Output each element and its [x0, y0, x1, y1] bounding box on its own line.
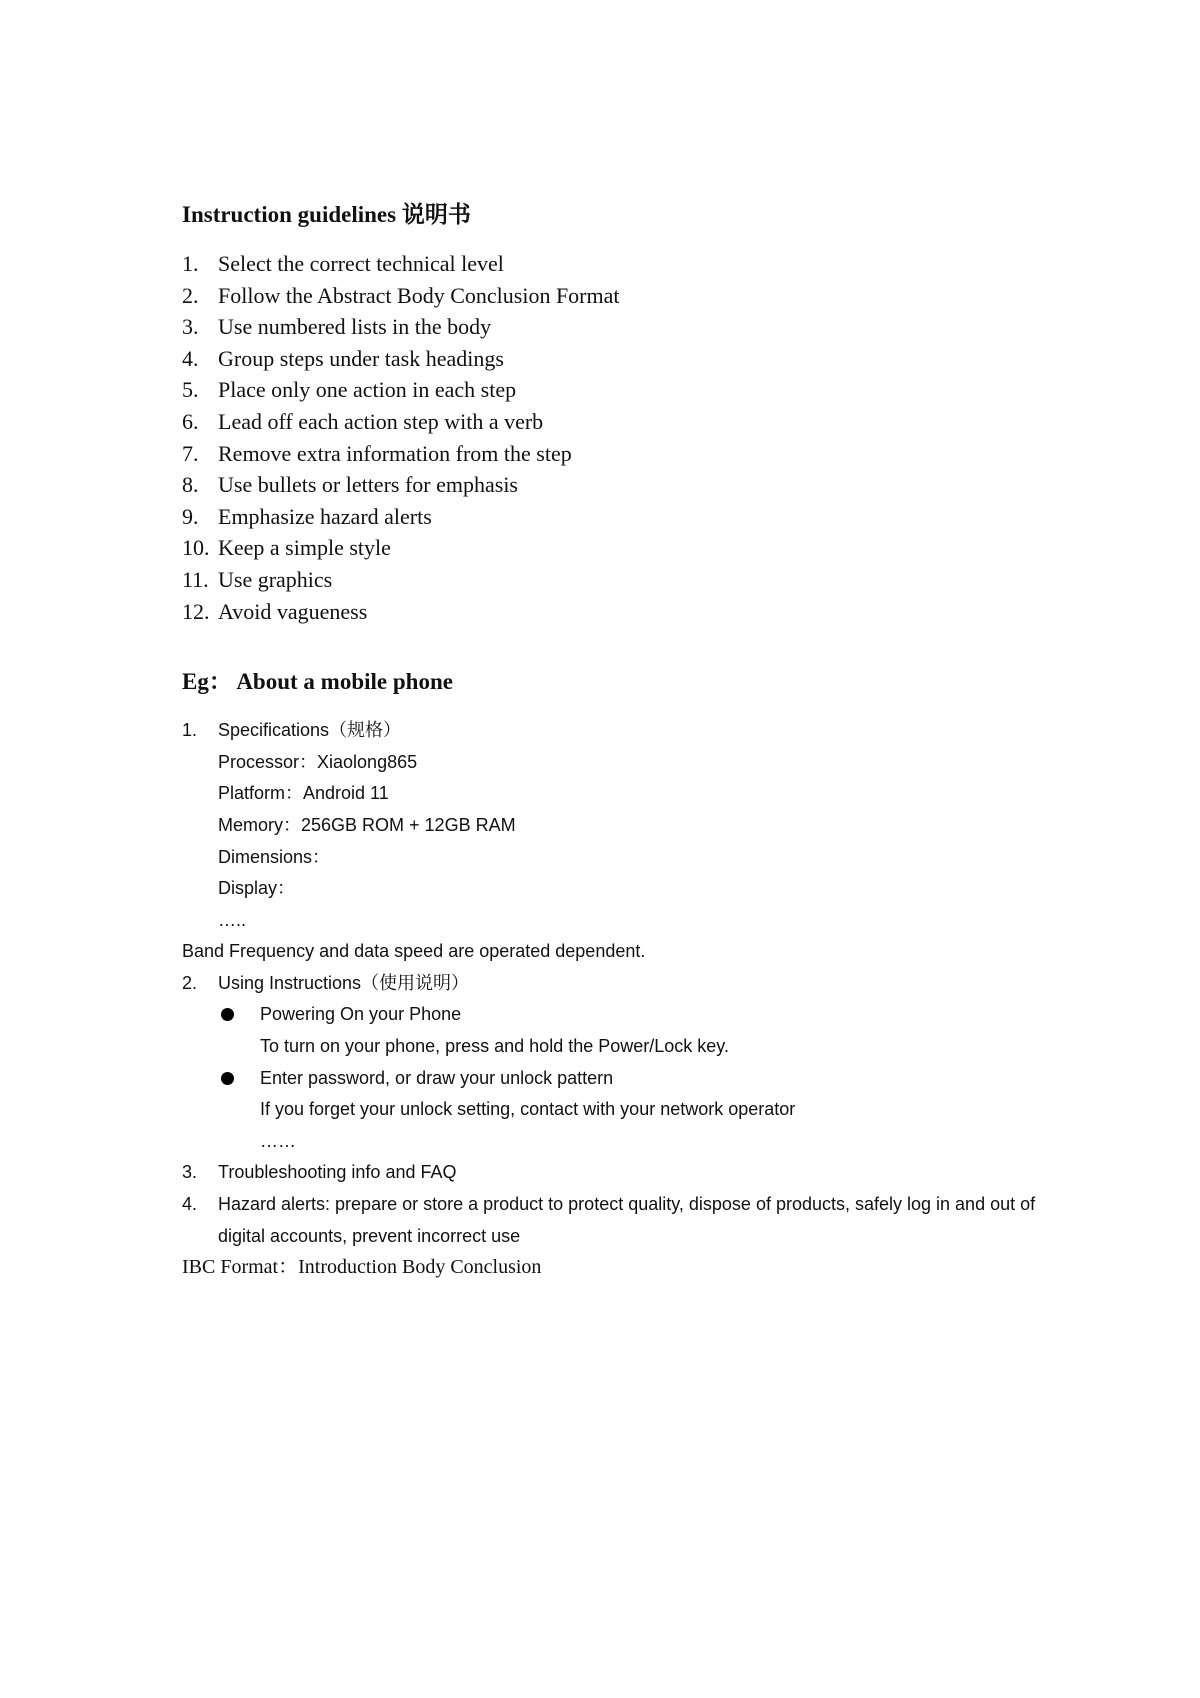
list-text: Remove extra information from the step: [218, 440, 572, 466]
using-ellipsis: ……: [260, 1130, 296, 1151]
spec-display: Display：: [218, 878, 296, 899]
list-text: Use graphics: [218, 566, 333, 592]
list-number: 3.: [182, 314, 199, 340]
list-number: 1.: [182, 720, 198, 741]
list-item: [182, 374, 1082, 406]
list-text: Use bullets or letters for emphasis: [218, 472, 518, 498]
list-text: Select the correct technical level: [218, 251, 504, 276]
specs-heading-row: [182, 715, 1082, 747]
list-item: [182, 564, 1082, 596]
list-text: Keep a simple style: [218, 535, 391, 561]
list-item: [182, 438, 1082, 470]
using-heading: Using Instructions（使用说明）: [218, 972, 470, 993]
document-content: [182, 200, 1082, 1284]
hazard-text: Hazard alerts: prepare or store a product to protect quality, dispose of products, safely log in and out of digital accounts, prevent incorrect use: [218, 1194, 1036, 1246]
list-number: 11.: [182, 566, 209, 592]
list-number: 5.: [182, 377, 199, 403]
hazard-row: [182, 1189, 1082, 1252]
list-text: Avoid vagueness: [218, 598, 368, 624]
list-item: [182, 280, 1082, 312]
spec-ellipsis: …..: [218, 909, 247, 930]
list-number: 7.: [182, 440, 199, 466]
page-title: Instruction guidelines 说明书: [182, 202, 471, 227]
spec-memory: Memory：256GB ROM + 12GB RAM: [218, 814, 516, 835]
list-item: [182, 532, 1082, 564]
list-item: [182, 248, 1082, 280]
troubleshooting-text: Troubleshooting info and FAQ: [218, 1162, 457, 1183]
bullet-item: [182, 999, 1082, 1031]
list-number: 2.: [182, 282, 199, 308]
list-text: Use numbered lists in the body: [218, 314, 492, 340]
bullet-title: Enter password, or draw your unlock pattern: [260, 1067, 614, 1088]
spec-platform: Platform：Android 11: [218, 783, 389, 804]
example-section: [182, 715, 1082, 1252]
list-number: 12.: [182, 598, 210, 624]
bullet-detail: If you forget your unlock setting, contact with your network operator: [260, 1099, 796, 1120]
troubleshooting-row: [182, 1157, 1082, 1189]
list-text: Place only one action in each step: [218, 377, 517, 403]
specs-heading: Specifications（规格）: [218, 720, 402, 741]
bullet-icon: [218, 999, 260, 1031]
spec-processor: Processor：Xiaolong865: [218, 751, 418, 772]
list-item: [182, 343, 1082, 375]
list-item: [182, 596, 1082, 628]
list-number: 3.: [182, 1162, 198, 1183]
list-number: 4.: [182, 345, 199, 371]
using-heading-row: [182, 968, 1082, 1000]
bullet-title: Powering On your Phone: [260, 1004, 462, 1025]
list-number: 8.: [182, 472, 199, 498]
guidelines-list: [182, 248, 1082, 627]
example-heading: Eg： About a mobile phone: [182, 669, 453, 695]
specs-note: Band Frequency and data speed are operated dependent.: [182, 941, 646, 962]
list-number: 2.: [182, 972, 198, 993]
bullet-icon: [218, 1063, 260, 1095]
list-number: 10.: [182, 535, 210, 561]
list-text: Emphasize hazard alerts: [218, 503, 432, 529]
list-item: [182, 406, 1082, 438]
list-number: 6.: [182, 408, 199, 434]
list-number: 4.: [182, 1194, 198, 1215]
list-text: Group steps under task headings: [218, 345, 504, 371]
list-item: [182, 469, 1082, 501]
bullet-detail: To turn on your phone, press and hold the Power/Lock key.: [260, 1036, 729, 1057]
spec-dimensions: Dimensions：: [218, 846, 331, 867]
ibc-format-line: IBC Format：Introduction Body Conclusion: [182, 1256, 542, 1279]
list-item: [182, 311, 1082, 343]
list-text: Follow the Abstract Body Conclusion Format: [218, 282, 620, 308]
list-item: [182, 501, 1082, 533]
list-text: Lead off each action step with a verb: [218, 408, 544, 434]
list-number: 9.: [182, 503, 199, 529]
list-number: 1.: [182, 251, 199, 276]
bullet-item: [182, 1063, 1082, 1095]
